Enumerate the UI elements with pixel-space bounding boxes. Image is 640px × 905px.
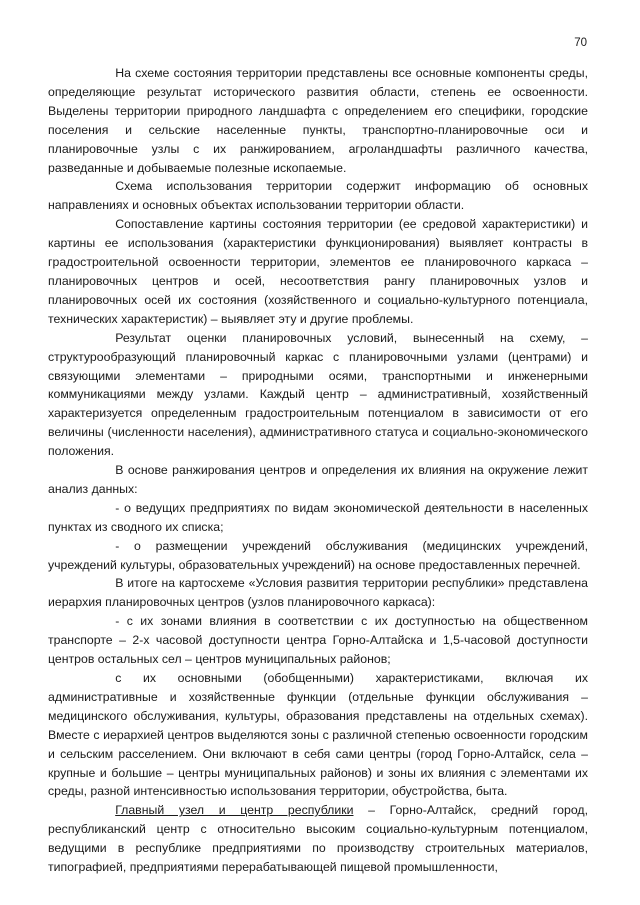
paragraph-main-node <box>48 801 588 877</box>
list-item-influence-zones: - с их зонами влияния в соответствии с их доступностью на общественном транспорте – 2-х часовой доступности центра Горно-Алтайска и 1,5-часовой доступности центров остальных сел – центров муниципальных районов; <box>48 614 588 667</box>
page-body <box>48 64 588 877</box>
paragraph-comparison: Сопоставление картины состояния территории (ее средовой характеристики) и картины ее использования (характеристики функционирования) выявляет контрасты в градостроительной освоенности территории, элементов ее планировочного каркаса – планировочных центров и осей, несоответствия рангу планировочных узлов и планировочных осей их состояния (хозяйственного и социально-культурного потенциала, технических характеристик) – выявляет эту и другие проблемы. <box>48 217 588 326</box>
main-node-heading: Главный узел и центр республики <box>115 803 354 818</box>
list-item-enterprises: - о ведущих предприятиях по видам экономической деятельности в населенных пунктах из сводного их списка; <box>48 500 588 534</box>
paragraph-assessment-result: Результат оценки планировочных условий, вынесенный на схему, – структурообразующий планировочный каркас с планировочными узлами (центрами) и связующими элементами – природными осями, транспортными и инженерными коммуникациями между узлами. Каждый центр – административный, хозяйственный характеризуется определенным градостроительным потенциалом в зависимости от его величины (численности населения), административного статуса и социально-экономического положения. <box>48 330 588 459</box>
paragraph-usage-scheme: Схема использования территории содержит информацию об основных направлениях и основных объектах использовании территории области. <box>48 179 588 213</box>
paragraph-ranking-basis: В основе ранжирования центров и определения их влияния на окружение лежит анализ данных: <box>48 463 588 496</box>
list-item-characteristics: с их основными (обобщенными) характеристиками, включая их административные и хозяйственные функции (отдельные функции обслуживания – медицинского обслуживания, культуры, образования представлены на отдельных схемах). Вместе с иерархией центров выделяются зоны с различной степенью освоенности городским и сельским расселением. Они включают в себя сами центры (город Горно-Алтайск, села – крупные и большие – центры муниципальных районов) и зоны их влияния с элементами их среды, разной интенсивностью использования территории, обустройства, быта. <box>48 671 588 799</box>
main-node-text: – Горно-Алтайск, средний город, республиканский центр с относительно высоким социально-культурным потенциалом, ведущими в республике предприятиями по производству строительных материалов, типографией, предприятиями перерабатывающей пищевой промышленности, <box>48 803 588 875</box>
paragraph-state-scheme: На схеме состояния территории представлены все основные компоненты среды, определяющие результат исторического развития области, степень ее освоенности. Выделены территории природного ландшафта с определением его специфики, городские поселения и сельские населенные пункты, транспортно-планировочные оси и планировочные узлы с их ранжированием, агроландшафты различного качества, разведанные и добываемые полезные ископаемые. <box>48 66 588 175</box>
paragraph-center-hierarchy: В итоге на картосхеме «Условия развития территории республики» представлена иерархия планировочных центров (узлов планировочного каркаса): <box>48 576 588 610</box>
page-number: 70 <box>574 37 587 49</box>
list-item-services: - о размещении учреждений обслуживания (медицинских учреждений, учреждений культуры, образовательных учреждений) на основе предоставленных перечней. <box>48 538 588 572</box>
